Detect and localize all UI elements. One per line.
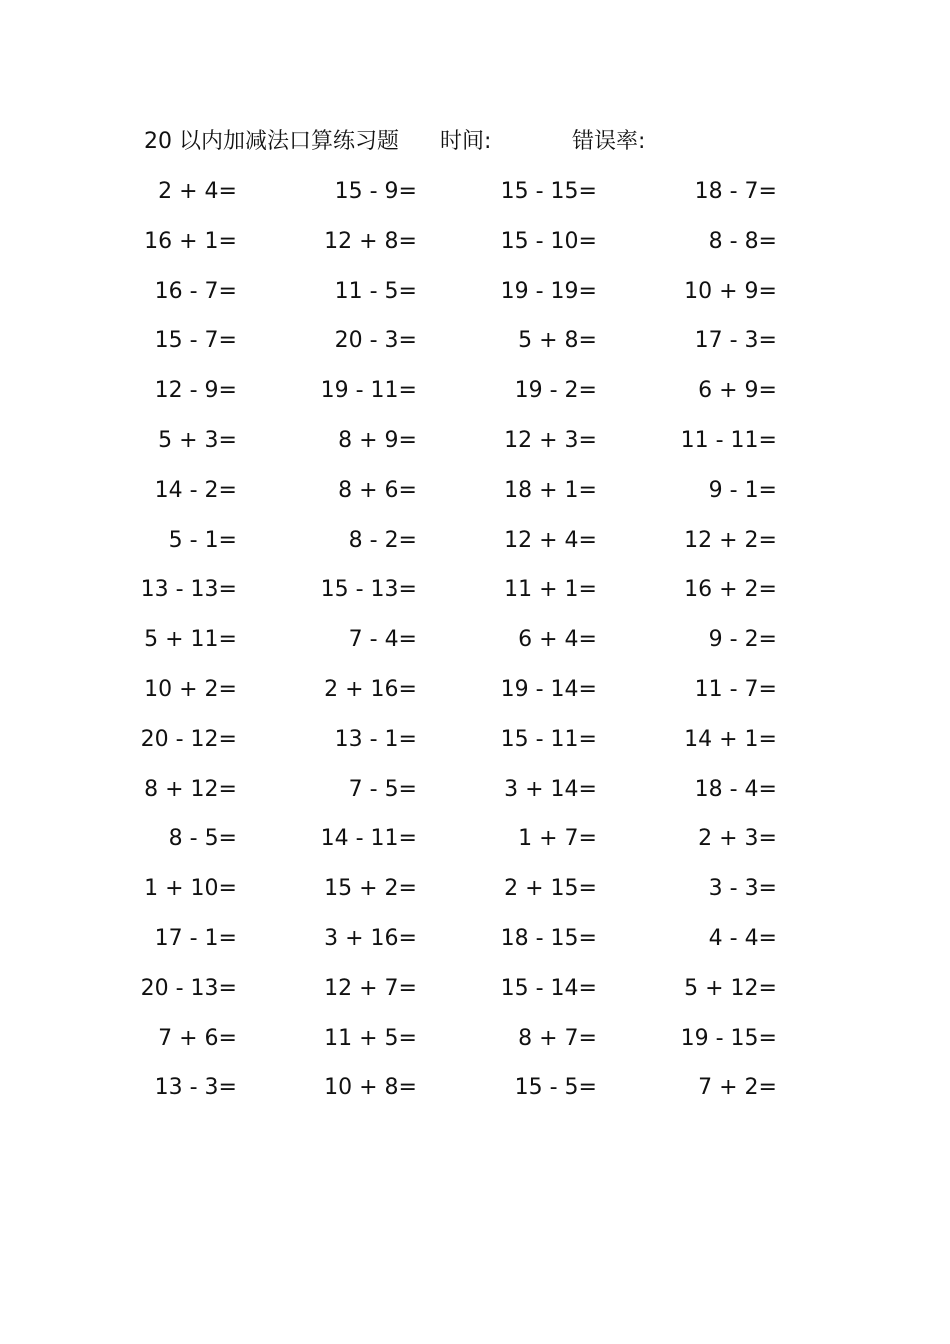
problem-row <box>0 772 950 822</box>
problem-item: 19 - 19= <box>500 278 597 304</box>
problem-item: 5 - 1= <box>168 527 237 553</box>
problem-item: 9 - 1= <box>708 477 777 503</box>
problem-item: 2 + 15= <box>504 876 597 902</box>
problem-item: 7 - 4= <box>348 627 417 653</box>
problem-item: 8 + 7= <box>518 1025 597 1051</box>
problem-item: 20 - 3= <box>334 328 417 354</box>
problem-item: 15 - 15= <box>500 179 597 204</box>
worksheet-title: 20 以内加减法口算练习题 <box>144 129 399 154</box>
problem-grid <box>0 174 950 1120</box>
problem-item: 19 - 2= <box>514 378 597 404</box>
problem-row <box>0 224 950 274</box>
problem-row <box>0 1021 950 1071</box>
problem-row <box>0 672 950 722</box>
problem-item: 8 - 5= <box>168 826 237 852</box>
problem-item: 11 - 7= <box>694 676 777 702</box>
problem-item: 19 - 15= <box>680 1025 777 1051</box>
problem-row <box>0 523 950 573</box>
problem-item: 11 - 5= <box>334 278 417 304</box>
problem-item: 4 - 4= <box>708 925 777 951</box>
problem-row <box>0 921 950 971</box>
problem-row <box>0 622 950 672</box>
problem-row <box>0 1070 950 1120</box>
problem-item: 18 - 7= <box>694 179 777 204</box>
problem-item: 8 + 12= <box>144 776 237 802</box>
problem-item: 7 - 5= <box>348 776 417 802</box>
problem-item: 8 - 2= <box>348 527 417 553</box>
problem-item: 18 - 4= <box>694 776 777 802</box>
problem-row <box>0 373 950 423</box>
problem-item: 16 + 2= <box>684 577 777 603</box>
problem-item: 11 - 11= <box>680 427 777 453</box>
problem-item: 7 + 6= <box>158 1025 237 1051</box>
problem-item: 10 + 8= <box>324 1075 417 1101</box>
problem-item: 8 + 9= <box>338 427 417 453</box>
problem-row <box>0 722 950 772</box>
problem-item: 14 + 1= <box>684 726 777 752</box>
problem-item: 15 - 10= <box>500 228 597 254</box>
problem-item: 5 + 12= <box>684 975 777 1001</box>
problem-item: 18 + 1= <box>504 477 597 503</box>
time-label: 时间: <box>440 129 492 154</box>
problem-item: 12 + 4= <box>504 527 597 553</box>
problem-item: 8 + 6= <box>338 477 417 503</box>
problem-item: 5 + 11= <box>144 627 237 653</box>
problem-item: 10 + 9= <box>684 278 777 304</box>
problem-row <box>0 871 950 921</box>
problem-item: 5 + 3= <box>158 427 237 453</box>
problem-item: 15 - 13= <box>320 577 417 603</box>
problem-item: 6 + 4= <box>518 627 597 653</box>
problem-item: 15 - 14= <box>500 975 597 1001</box>
problem-row <box>0 323 950 373</box>
problem-row <box>0 423 950 473</box>
problem-item: 15 - 5= <box>514 1075 597 1101</box>
problem-item: 13 - 13= <box>140 577 237 603</box>
problem-row <box>0 174 950 224</box>
problem-row <box>0 971 950 1021</box>
problem-item: 14 - 2= <box>154 477 237 503</box>
problem-item: 3 + 16= <box>324 925 417 951</box>
problem-item: 12 + 3= <box>504 427 597 453</box>
problem-item: 17 - 3= <box>694 328 777 354</box>
error-rate-label: 错误率: <box>572 129 646 154</box>
problem-row <box>0 572 950 622</box>
problem-item: 2 + 3= <box>698 826 777 852</box>
problem-item: 1 + 10= <box>144 876 237 902</box>
problem-item: 12 + 2= <box>684 527 777 553</box>
problem-item: 20 - 12= <box>140 726 237 752</box>
problem-item: 17 - 1= <box>154 925 237 951</box>
problem-item: 2 + 16= <box>324 676 417 702</box>
problem-item: 6 + 9= <box>698 378 777 404</box>
problem-item: 16 - 7= <box>154 278 237 304</box>
problem-item: 15 - 7= <box>154 328 237 354</box>
problem-item: 1 + 7= <box>518 826 597 852</box>
problem-item: 3 + 14= <box>504 776 597 802</box>
problem-item: 19 - 14= <box>500 676 597 702</box>
problem-row <box>0 274 950 324</box>
worksheet-header <box>0 124 950 160</box>
problem-item: 15 + 2= <box>324 876 417 902</box>
problem-item: 12 + 7= <box>324 975 417 1001</box>
problem-item: 18 - 15= <box>500 925 597 951</box>
problem-item: 20 - 13= <box>140 975 237 1001</box>
problem-item: 15 - 11= <box>500 726 597 752</box>
problem-item: 8 - 8= <box>708 228 777 254</box>
problem-item: 13 - 1= <box>334 726 417 752</box>
problem-item: 10 + 2= <box>144 676 237 702</box>
problem-item: 12 - 9= <box>154 378 237 404</box>
problem-item: 16 + 1= <box>144 228 237 254</box>
problem-item: 5 + 8= <box>518 328 597 354</box>
problem-item: 19 - 11= <box>320 378 417 404</box>
problem-row <box>0 473 950 523</box>
problem-item: 15 - 9= <box>334 179 417 204</box>
problem-item: 2 + 4= <box>158 179 237 204</box>
problem-item: 9 - 2= <box>708 627 777 653</box>
problem-item: 7 + 2= <box>698 1075 777 1101</box>
problem-item: 12 + 8= <box>324 228 417 254</box>
problem-item: 11 + 5= <box>324 1025 417 1051</box>
problem-row <box>0 821 950 871</box>
problem-item: 11 + 1= <box>504 577 597 603</box>
problem-item: 13 - 3= <box>154 1075 237 1101</box>
problem-item: 3 - 3= <box>708 876 777 902</box>
problem-item: 14 - 11= <box>320 826 417 852</box>
